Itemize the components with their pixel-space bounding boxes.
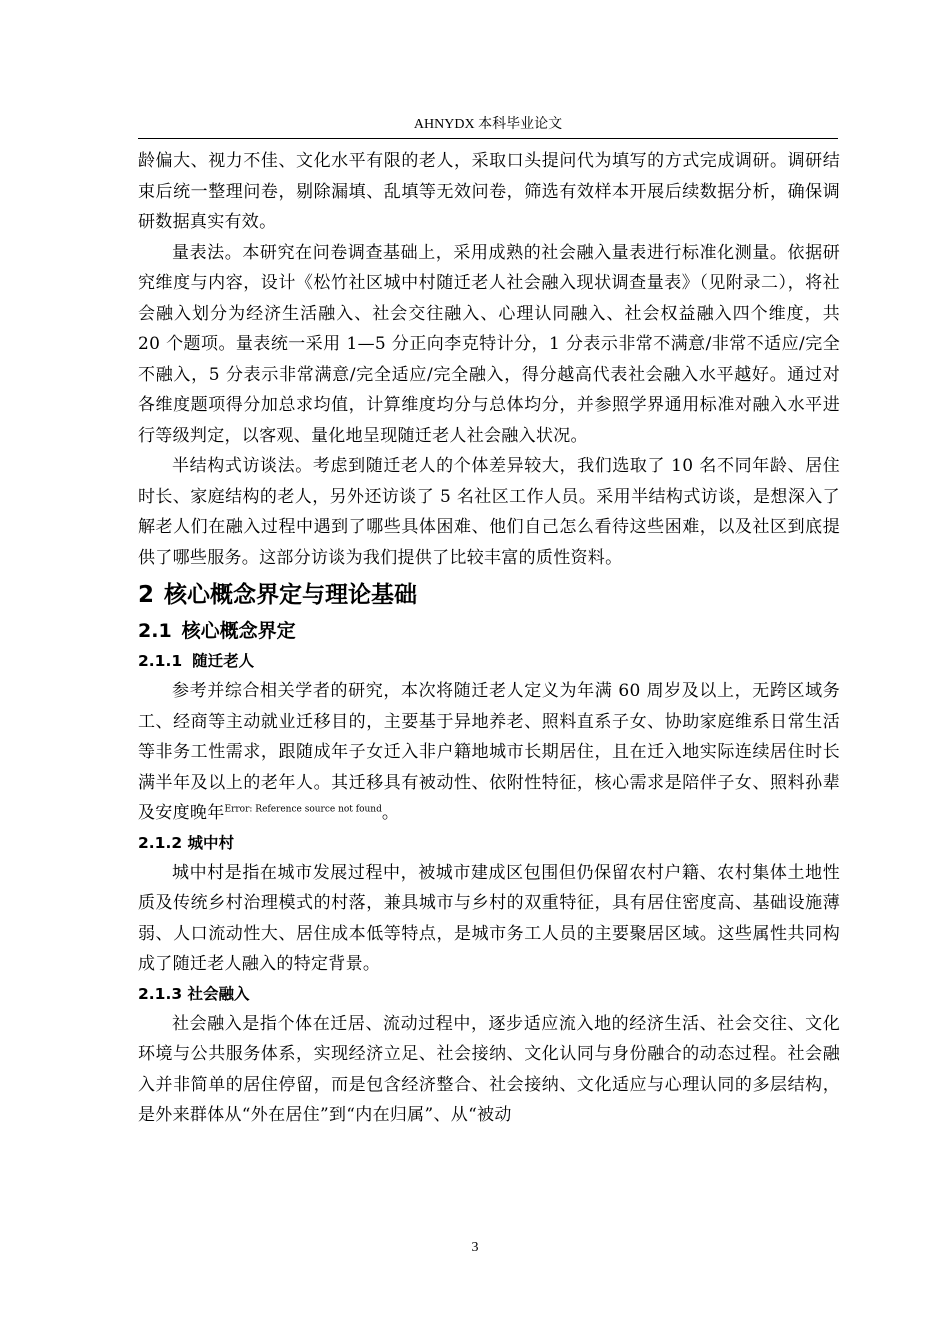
heading-subsection-2-1-2: 2.1.2 城中村 [138,833,235,852]
paragraph-scale-method: 量表法。本研究在问卷调查基础上，采用成熟的社会融入量表进行标准化测量。依据研究维度与内容，设计《松竹社区城中村随迁老人社会融入现状调查量表》（见附录二），将社会融入划分为经济生活融入、社会交往融入、心理认同融入、社会权益融入四个维度，共 20 个题项。量表统一采用 1—5 分正向李克特计分，1 分表示非常不满意/非常不适应/完全不融入，5 分表示非常满意/完全适应/完全融入，得分越高代表社会融入水平越好。通过对各维度题项得分加总求均值，计算维度均分与总体均分，并参照学界通用标准对融入水平进行等级判定，以客观、量化地呈现随迁老人社会融入状况。 [138,242,840,446]
paragraph-definition-urban-village: 城中村是指在城市发展过程中，被城市建成区包围但仍保留农村户籍、农村集体土地性质及传统乡村治理模式的村落，兼具城市与乡村的双重特征，具有居住密度高、基础设施薄弱、人口流动性大、居住成本低等特点，是城市务工人员的主要聚居区域。这些属性共同构成了随迁老人融入的特定背景。 [138,862,840,974]
heading-number: 2.1 [138,620,172,642]
heading-number: 2.1.1 [138,652,183,670]
heading-text: 核心概念界定 [181,620,296,642]
paragraph-end: 。 [381,803,400,823]
paragraph-interview-method: 半结构式访谈法。考虑到随迁老人的个体差异较大，我们选取了 10 名不同年龄、居住时长、家庭结构的老人，另外还访谈了 5 名社区工作人员。采用半结构式访谈，是想深入了解老人们在融入过程中遇到了哪些具体困难、他们自己怎么看待这些困难，以及社区到底提供了哪些服务。这部分访谈为我们提供了比较丰富的质性资料。 [138,456,840,568]
heading-number: 2 [138,582,155,608]
running-header: AHNYDX 本科毕业论文 [413,117,563,132]
paragraph-text: 参考并综合相关学者的研究，本次将随迁老人定义为年满 60 周岁及以上，无跨区域务工、经商等主动就业迁移目的，主要基于异地养老、照料直系子女、协助家庭维系日常生活等非务工性需求，跟随成年子女迁入非户籍地城市长期居住，且在迁入地实际连续居住时长满半年及以上的老年人。其迁移具有被动性、依附性特征，核心需求是陪伴子女、照料孙辈及安度晚年 [138,681,840,823]
heading-text: 核心概念界定与理论基础 [164,582,418,608]
paragraph-definition-elderly [138,676,840,829]
page-number: 3 [471,1240,479,1255]
reference-error: Error: Reference source not found [224,804,382,815]
page-content [138,146,840,1131]
heading-subsection-2-1-1 [138,647,840,676]
header-rule [138,138,838,139]
heading-subsection-2-1-3: 2.1.3 社会融入 [138,984,250,1003]
heading-chapter-2 [138,577,840,613]
paragraph-continued: 龄偏大、视力不佳、文化水平有限的老人，采取口头提问代为填写的方式完成调研。调研结束后统一整理问卷，剔除漏填、乱填等无效问卷，筛选有效样本开展后续数据分析，确保调研数据真实有效。 [138,151,840,232]
heading-text: 随迁老人 [192,652,255,670]
paragraph-definition-social-integration: 社会融入是指个体在迁居、流动过程中，逐步适应流入地的经济生活、社会交往、文化环境与公共服务体系，实现经济立足、社会接纳、文化认同与身份融合的动态过程。社会融入并非简单的居住停留，而是包含经济整合、社会接纳、文化适应与心理认同的多层结构，是外来群体从“外在居住”到“内在归属”、从“被动 [138,1013,840,1125]
heading-section-2-1 [138,615,840,647]
